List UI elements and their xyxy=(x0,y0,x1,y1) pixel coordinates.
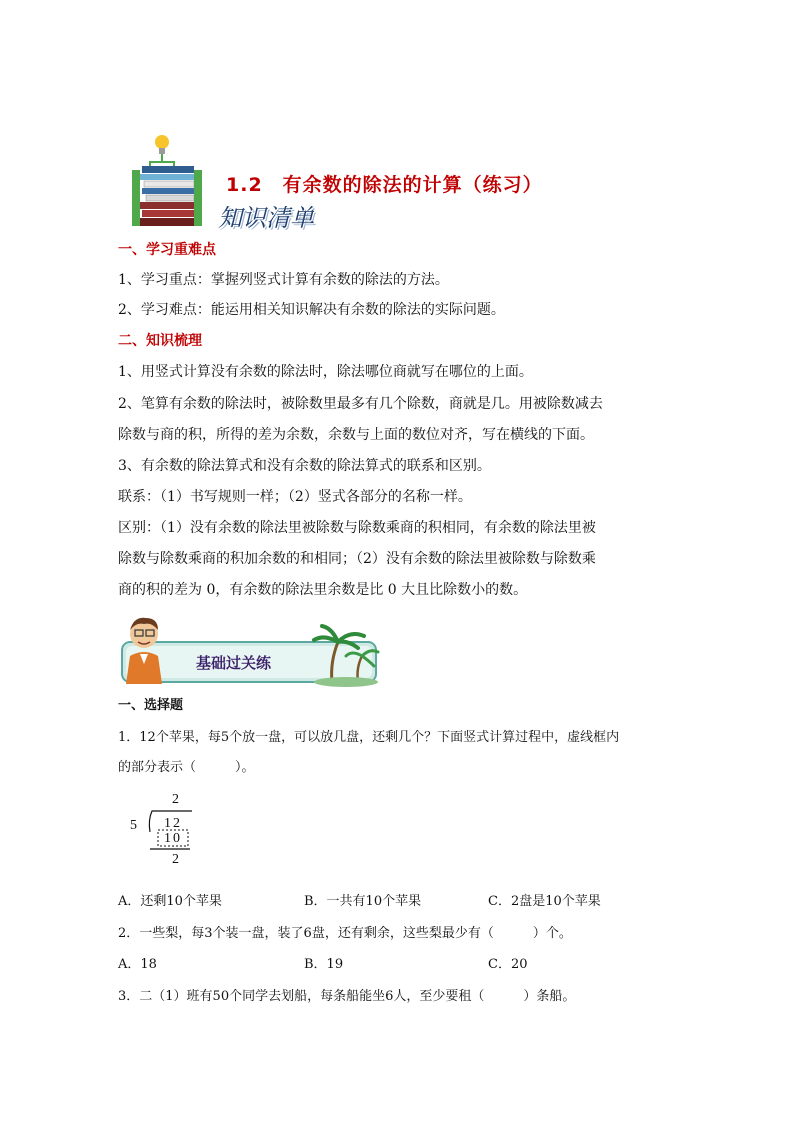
question-3-text: 3．二（1）班有50个同学去划船，每条船能坐6人，至少要租（ ）条船。 xyxy=(118,989,576,1004)
basic-practice-banner xyxy=(118,612,380,688)
division-quotient: 2 xyxy=(172,792,179,807)
question-1-option-a[interactable]: A．还剩10个苹果 xyxy=(118,894,222,909)
section-heading-knowledge: 二、知识梳理 xyxy=(118,333,202,349)
knowledge-line: 区别：（1）没有余数的除法里被除数与除数乘商的积相同，有余数的除法里被 xyxy=(118,520,596,536)
question-1-option-b[interactable]: B．一共有10个苹果 xyxy=(304,894,422,909)
question-2-option-a[interactable]: A．18 xyxy=(118,957,157,972)
question-2-text: 2．一些梨，每3个装一盘，装了6盘，还有剩余，这些梨最少有（ ）个。 xyxy=(118,926,572,941)
knowledge-line: 2、笔算有余数的除法时，被除数里最多有几个除数，商就是几。用被除数减去 xyxy=(118,396,603,412)
banner-label: 基础过关练 xyxy=(196,654,272,672)
knowledge-line: 商的积的差为 0，有余数的除法里余数是比 0 大且比除数小的数。 xyxy=(118,582,528,598)
key-point-item: 1、学习重点：掌握列竖式计算有余数的除法的方法。 xyxy=(118,272,449,288)
division-dividend: 12 xyxy=(164,816,182,831)
exercise-heading: 一、选择题 xyxy=(118,698,184,713)
division-divisor: 5 xyxy=(130,818,137,833)
books-lightbulb-icon xyxy=(128,130,208,228)
division-remainder: 2 xyxy=(172,852,179,867)
question-2-option-c[interactable]: C．20 xyxy=(488,957,528,972)
knowledge-line: 除数与商的积，所得的差为余数，余数与上面的数位对齐，写在横线的下面。 xyxy=(118,427,594,443)
knowledge-list-subtitle: 知识清单 xyxy=(218,204,314,232)
knowledge-line: 除数与除数乘商的积加余数的和相同；（2）没有余数的除法里被除数与除数乘 xyxy=(118,551,596,567)
difficult-point-item: 2、学习难点：能运用相关知识解决有余数的除法的实际问题。 xyxy=(118,302,505,318)
page-title: 1.2 有余数的除法的计算（练习） xyxy=(226,174,543,196)
knowledge-line: 1、用竖式计算没有余数的除法时，除法哪位商就写在哪位的上面。 xyxy=(118,364,533,380)
section-heading-key-points: 一、学习重难点 xyxy=(118,242,216,258)
knowledge-line: 3、有余数的除法算式和没有余数的除法算式的联系和区别。 xyxy=(118,458,491,474)
question-1-option-c[interactable]: C．2盘是10个苹果 xyxy=(488,894,601,909)
question-1-text: 1．12个苹果，每5个放一盘，可以放几盘，还剩几个？下面竖式计算过程中，虚线框内 xyxy=(118,730,620,745)
question-1-text-cont: 的部分表示（ ）。 xyxy=(118,760,255,775)
question-2-option-b[interactable]: B．19 xyxy=(304,957,344,972)
knowledge-line: 联系：（1）书写规则一样；（2）竖式各部分的名称一样。 xyxy=(118,489,472,505)
long-division-figure xyxy=(126,792,206,872)
division-product-boxed: 10 xyxy=(164,831,182,846)
